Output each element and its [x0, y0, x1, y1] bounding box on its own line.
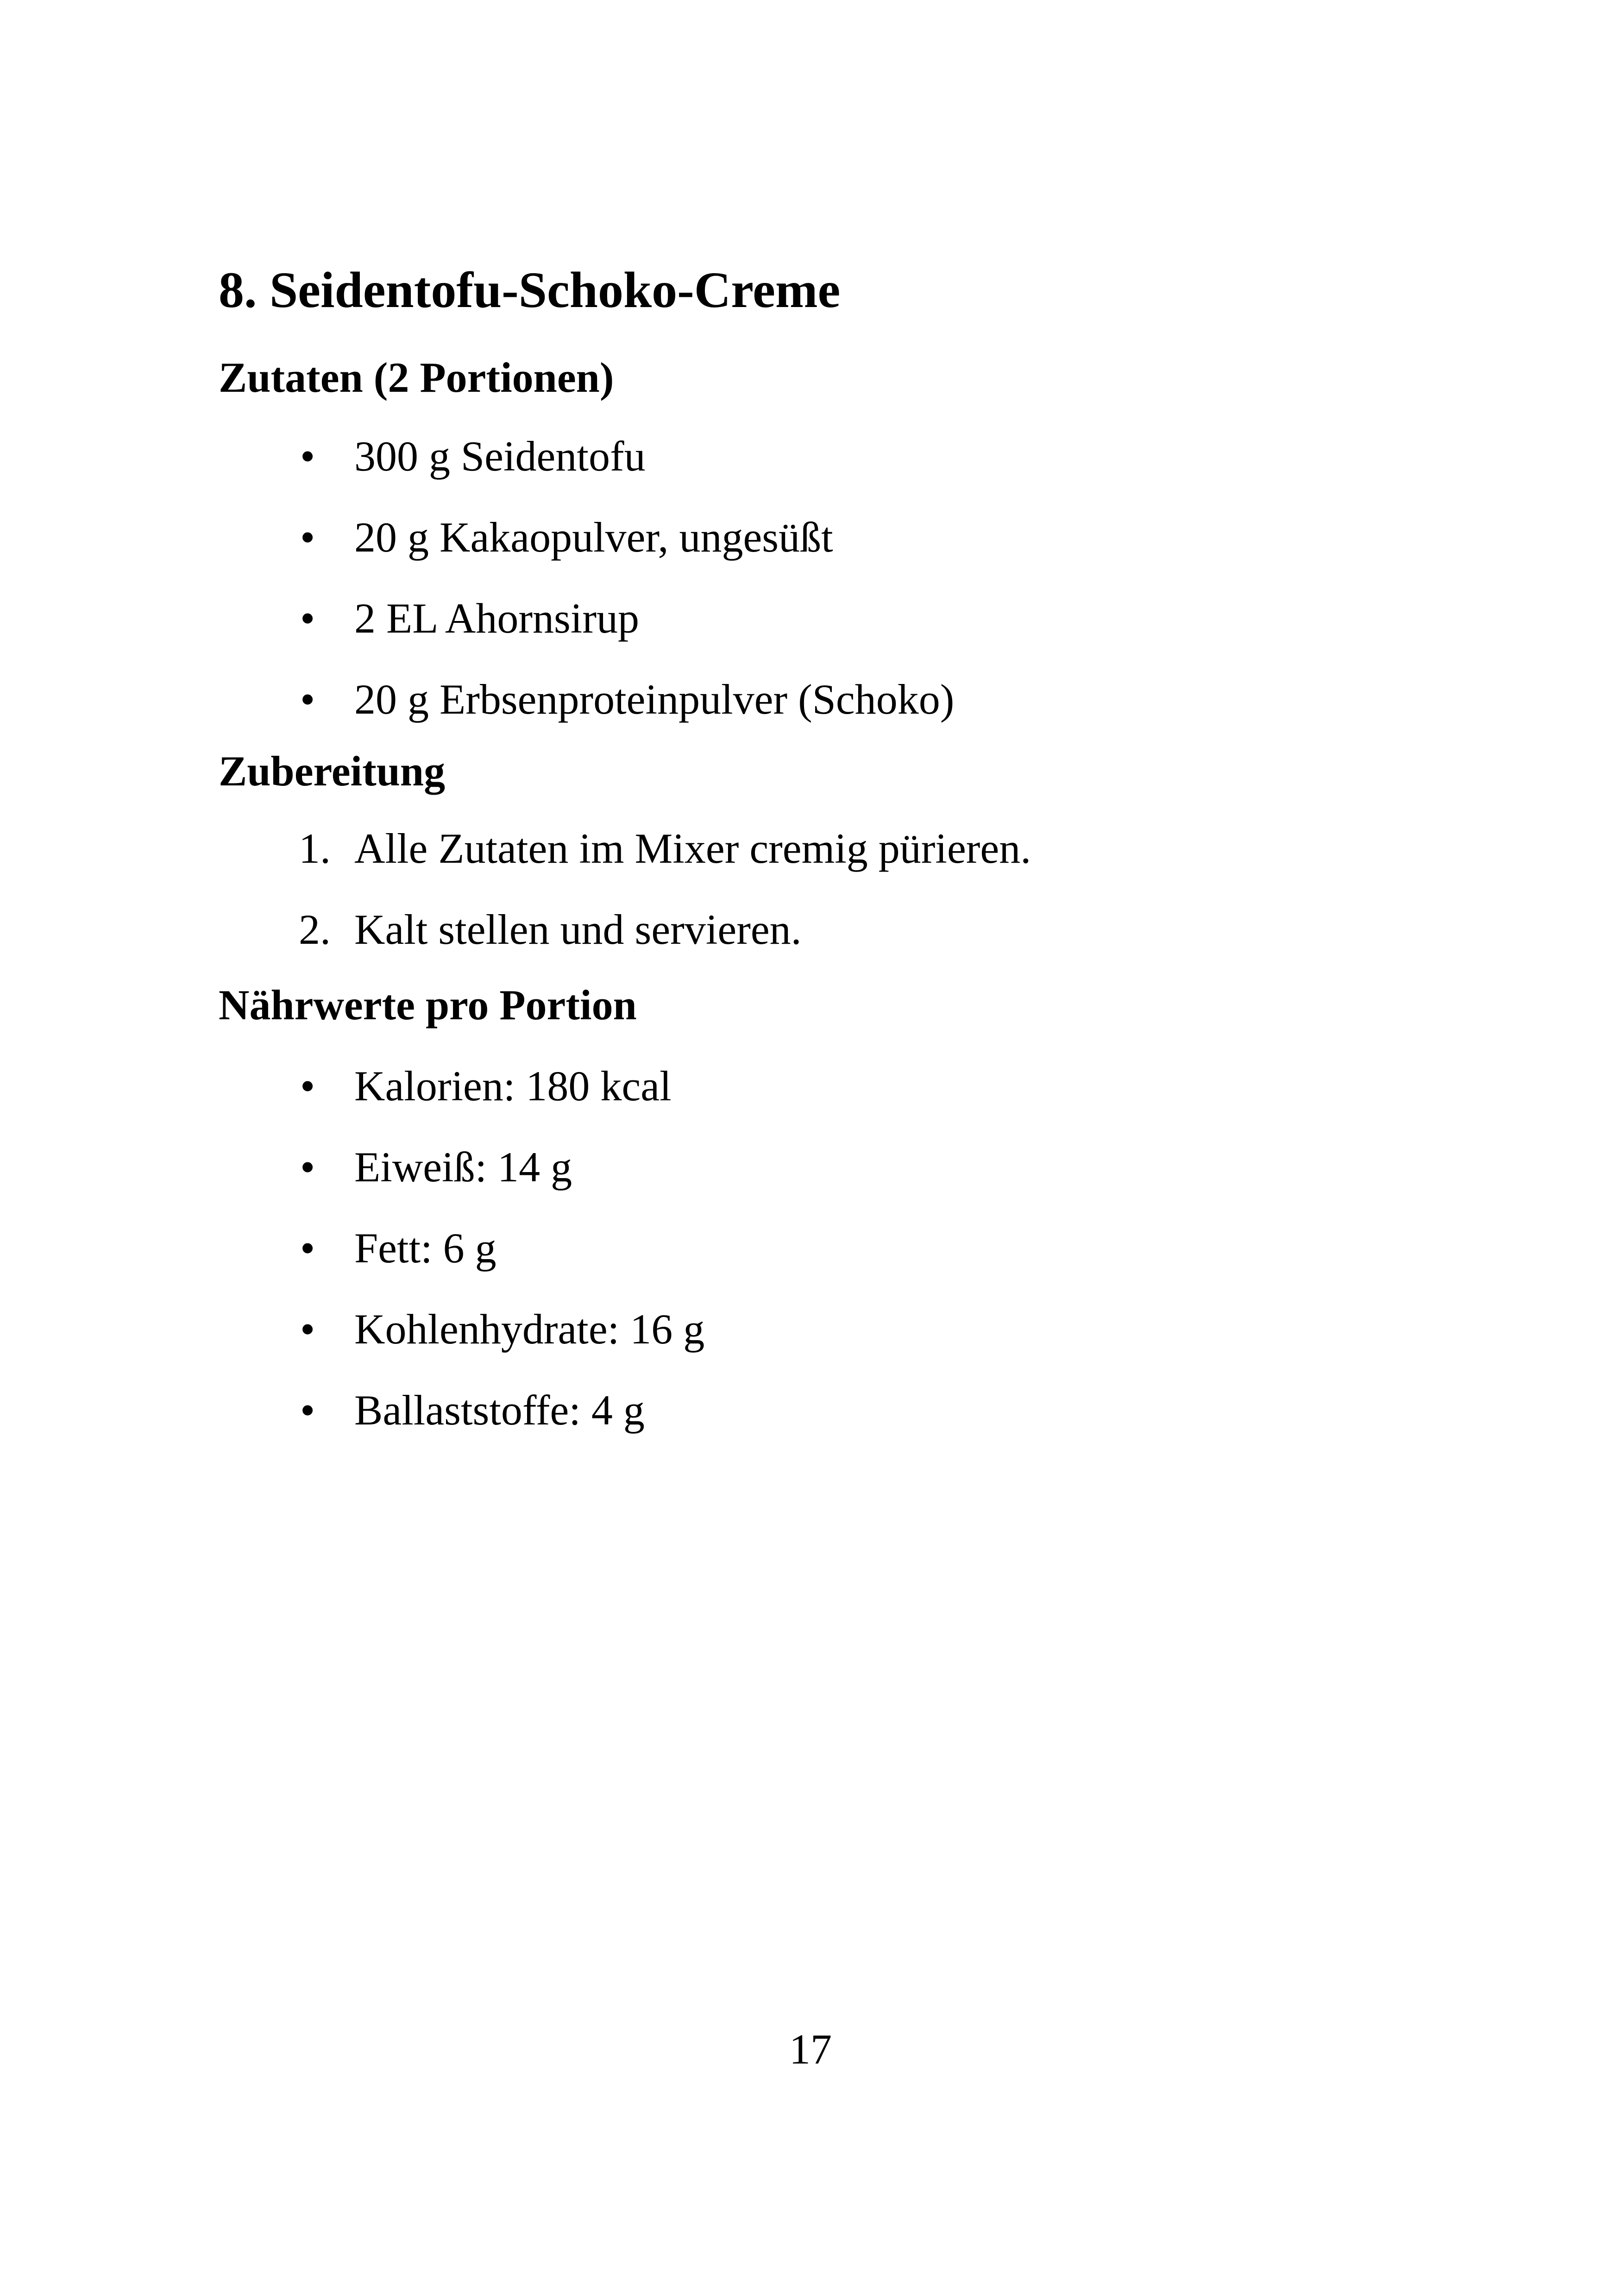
ingredient-text: 2 EL Ahornsirup: [354, 595, 639, 642]
step-text: Alle Zutaten im Mixer cremig pürieren.: [354, 825, 1031, 872]
nutrition-text: Kohlenhydrate: 16 g: [354, 1305, 705, 1353]
recipe-title: 8. Seidentofu-Schoko-Creme: [219, 262, 841, 318]
nutrition-text: Ballaststoffe: 4 g: [354, 1386, 645, 1434]
page-number: 17: [789, 2026, 832, 2073]
ingredient-text: 20 g Kakaopulver, ungesüßt: [354, 514, 833, 561]
step-text: Kalt stellen und servieren.: [354, 906, 802, 953]
bullet-marker: •: [300, 1386, 315, 1434]
ingredient-text: 300 g Seidentofu: [354, 433, 646, 480]
nutrition-text: Eiweiß: 14 g: [354, 1143, 572, 1191]
bullet-marker: •: [300, 1062, 315, 1110]
bullet-marker: •: [300, 1305, 315, 1353]
preparation-heading: Zubereitung: [219, 747, 446, 795]
ingredient-text: 20 g Erbsenproteinpulver (Schoko): [354, 676, 955, 723]
nutrition-heading: Nährwerte pro Portion: [219, 981, 637, 1029]
bullet-marker: •: [300, 676, 315, 723]
bullet-marker: •: [300, 595, 315, 642]
step-number: 1.: [299, 825, 331, 872]
bullet-marker: •: [300, 1143, 315, 1191]
step-number: 2.: [299, 906, 331, 953]
bullet-marker: •: [300, 514, 315, 561]
nutrition-text: Kalorien: 180 kcal: [354, 1062, 672, 1110]
ingredients-heading: Zutaten (2 Portionen): [219, 354, 614, 401]
nutrition-text: Fett: 6 g: [354, 1224, 496, 1272]
bullet-marker: •: [300, 433, 315, 480]
bullet-marker: •: [300, 1224, 315, 1272]
